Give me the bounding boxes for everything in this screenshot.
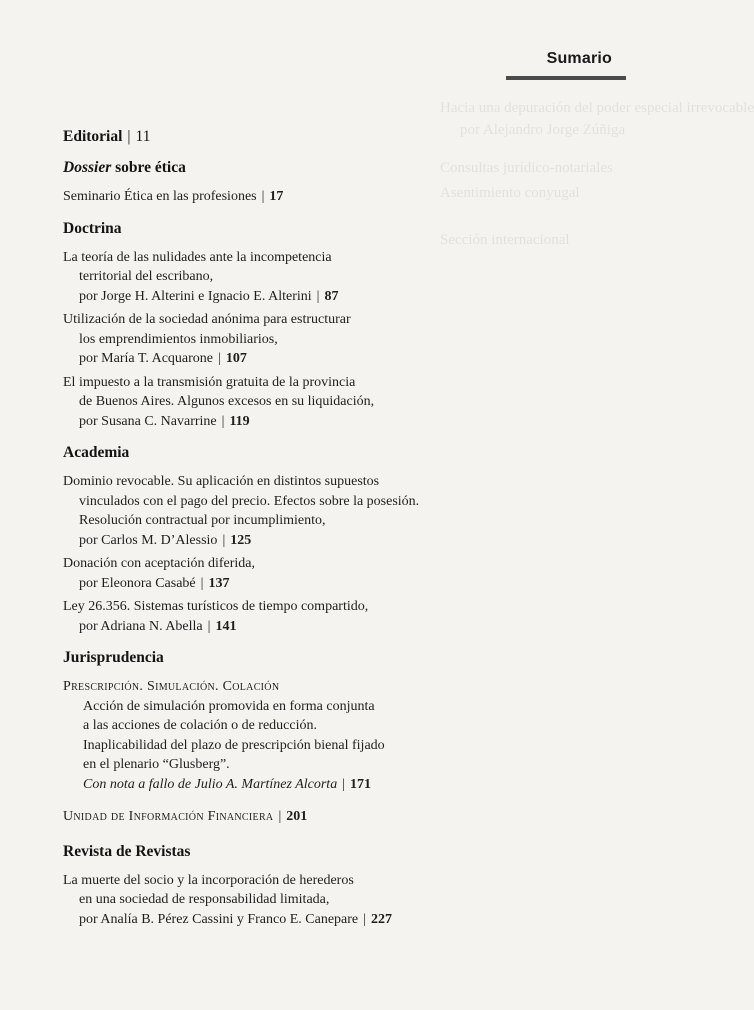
list-item: Prescripción. Simulación. Colación Acción de simulación promovida en forma conjunta a las acciones de colación o de reducción. Inaplicabilidad del plazo de prescripción bienal fijado en el plenario “Glusberg”. Con nota a fallo de Julio A. Martínez Alcorta | 171 xyxy=(63,677,463,794)
revista-title: Revista de Revistas xyxy=(63,842,191,860)
page-number: 17 xyxy=(269,189,284,204)
section-doctrina xyxy=(63,220,463,432)
page-number: 141 xyxy=(215,618,237,634)
list-item: La muerte del socio y la incorporación de herederos en una sociedad de responsabilidad limitada, por Analía B. Pérez Cassini y Franco E. Canepare | 227 xyxy=(63,872,392,927)
unidad-title: Unidad de Información Financiera xyxy=(63,809,274,824)
page-number: 125 xyxy=(230,532,252,548)
section-dossier xyxy=(63,159,463,207)
page-number: 87 xyxy=(324,288,339,304)
page-header xyxy=(547,50,612,68)
list-item: Ley 26.356. Sistemas turísticos de tiempo compartido, por Adriana N. Abella | 141 xyxy=(63,599,369,634)
editorial-title: Editorial | 11 xyxy=(63,128,151,145)
list-item: Donación con aceptación diferida, por Eleonora Casabé | 137 xyxy=(63,556,256,591)
page-number: 137 xyxy=(208,575,230,591)
section-academia xyxy=(63,444,463,636)
list-item: Seminario Ética en las profesiones | 17 xyxy=(63,189,284,204)
ghost-line-3: Consultas jurídico-notariales xyxy=(440,160,613,176)
editorial-page: 11 xyxy=(135,128,151,145)
list-item: La teoría de las nulidades ante la incompetencia territorial del escribano, por Jorge H. Alterini e Ignacio E. Alterini | 87 xyxy=(63,249,339,304)
list-item: El impuesto a la transmisión gratuita de la provincia de Buenos Aires. Algunos excesos en su liquidación, por Susana C. Navarrine | 119 xyxy=(63,374,375,429)
academia-title: Academia xyxy=(63,444,130,461)
list-item: Utilización de la sociedad anónima para estructurar los emprendimientos inmobiliarios, por María T. Acquarone | 107 xyxy=(63,312,351,366)
page-number: 107 xyxy=(225,351,247,366)
ghost-line-5: Sección internacional xyxy=(440,232,570,248)
ghost-line-2: por Alejandro Jorge Zúñiga xyxy=(460,122,626,138)
jurisprudencia-title: Jurisprudencia xyxy=(63,649,164,666)
list-item: Dominio revocable. Su aplicación en distintos supuestos vinculados con el pago del precio. Efectos sobre la posesión. Resolución contractual por incumplimiento, por Carlos M. D’Alessio | 125 xyxy=(63,474,420,548)
ghost-line-4: Asentimiento conyugal xyxy=(440,185,580,201)
header-rule xyxy=(506,76,626,80)
page-number: 119 xyxy=(229,413,250,429)
section-editorial xyxy=(63,128,463,146)
page-number: 201 xyxy=(286,809,308,824)
header-title: Sumario xyxy=(546,50,612,67)
ghost-line-1: Hacia una depuración del poder especial irrevocable xyxy=(440,100,754,116)
section-jurisprudencia xyxy=(63,649,463,794)
doctrina-title: Doctrina xyxy=(63,219,122,237)
dossier-title: Dossier sobre ética xyxy=(63,159,186,176)
section-unidad: Unidad de Información Financiera | 201 xyxy=(63,809,308,824)
jurisprudencia-heading: Prescripción. Simulación. Colación xyxy=(63,679,280,694)
page-number: 171 xyxy=(350,776,372,792)
table-of-contents xyxy=(63,128,463,942)
page-number: 227 xyxy=(370,911,392,927)
section-revista xyxy=(63,843,463,930)
